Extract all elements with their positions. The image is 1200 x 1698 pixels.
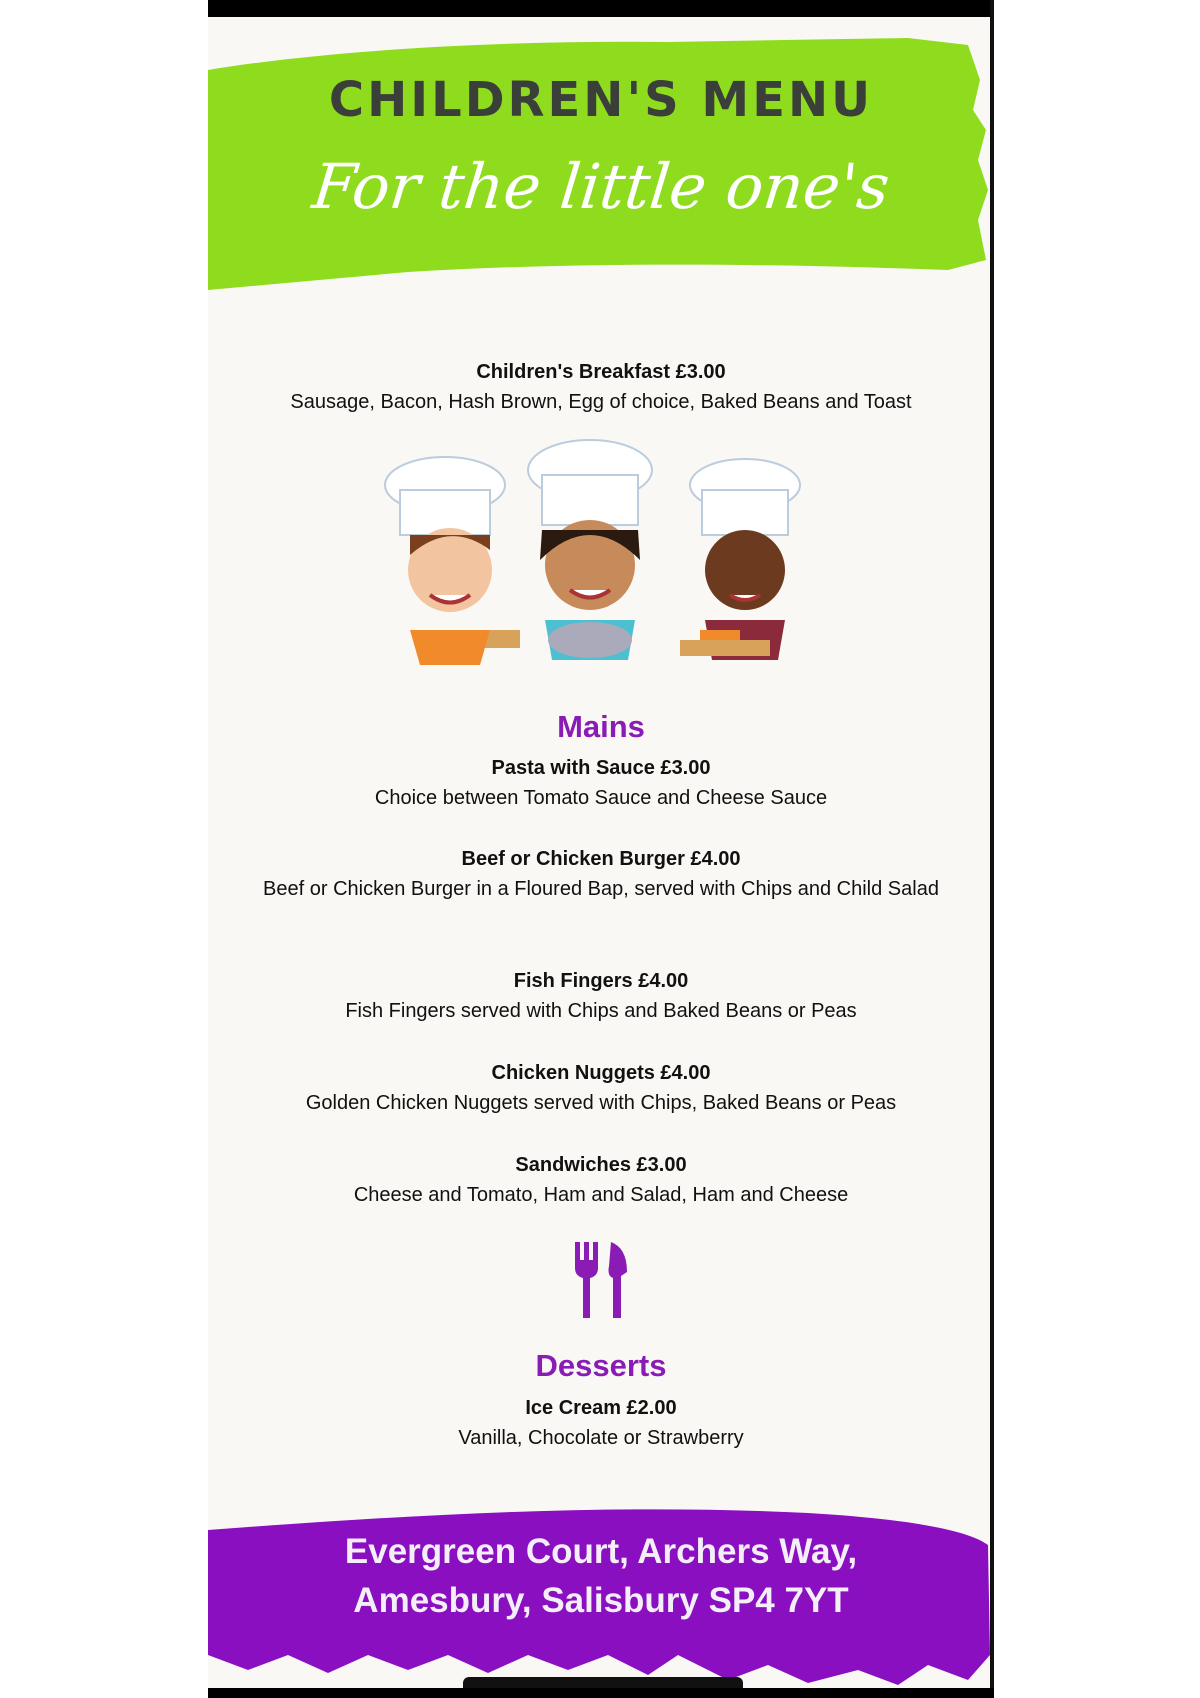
breakfast-item [228, 357, 974, 417]
menu-item [228, 1150, 974, 1210]
mains-heading: Mains [557, 709, 645, 744]
item-name: Children's Breakfast £3.00 [476, 361, 726, 383]
desserts-heading: Desserts [535, 1348, 667, 1383]
menu-item [228, 844, 974, 904]
right-edge [990, 0, 994, 1698]
item-description: Cheese and Tomato, Ham and Salad, Ham and Cheese [353, 1184, 849, 1206]
item-description: Choice between Tomato Sauce and Cheese Sauce [374, 787, 828, 809]
address-line-2: Amesbury, Salisbury SP4 7YT [353, 1581, 849, 1620]
item-name: Beef or Chicken Burger £4.00 [461, 848, 741, 870]
fork-knife-icon [573, 1240, 629, 1320]
item-name: Sandwiches £3.00 [515, 1154, 687, 1176]
item-description: Vanilla, Chocolate or Strawberry [458, 1427, 744, 1449]
item-name: Ice Cream £2.00 [525, 1397, 677, 1419]
menu-item [228, 966, 974, 1026]
menu-page [208, 0, 994, 1698]
bottom-bar [208, 1688, 994, 1698]
item-description: Beef or Chicken Burger in a Floured Bap, served with Chips and Child Salad [263, 878, 939, 900]
item-name: Chicken Nuggets £4.00 [491, 1062, 711, 1084]
menu-subtitle: For the little one's [309, 150, 893, 223]
menu-item [228, 1393, 974, 1453]
children-chefs-illustration [370, 430, 820, 690]
menu-title: CHILDREN'S MENU [328, 72, 874, 128]
item-description: Sausage, Bacon, Hash Brown, Egg of choice, Baked Beans and Toast [290, 391, 912, 413]
item-description: Fish Fingers served with Chips and Baked Beans or Peas [345, 1000, 857, 1022]
menu-item [228, 753, 974, 813]
top-bar [208, 0, 994, 17]
address-line-1: Evergreen Court, Archers Way, [344, 1532, 858, 1571]
item-description: Golden Chicken Nuggets served with Chips, Baked Beans or Peas [305, 1092, 897, 1114]
item-name: Pasta with Sauce £3.00 [491, 757, 711, 779]
item-name: Fish Fingers £4.00 [513, 970, 689, 992]
menu-item [228, 1058, 974, 1118]
